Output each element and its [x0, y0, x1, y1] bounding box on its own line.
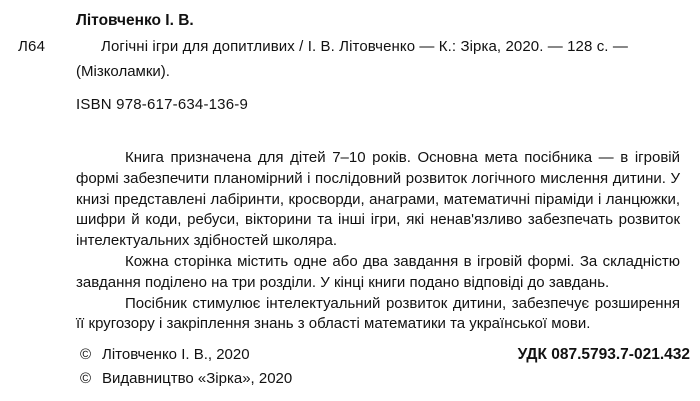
copyright-author [80, 346, 250, 363]
annotation-paragraph: Посібник стимулює інтелектуальний розвиток дитини, забезпечує розширення її кругозору і закріплення знань з області математики та української мови. [76, 294, 680, 333]
series-name: (Мізколамки). [76, 63, 170, 80]
annotation-text [76, 148, 680, 335]
udc-code: УДК 087.5793.7-021.432 [517, 346, 690, 363]
author-heading: Літовченко І. В. [76, 12, 194, 29]
copyright-text: Видавництво «Зірка», 2020 [102, 370, 293, 387]
classification-code: Л64 [18, 38, 46, 55]
copyright-symbol: © [80, 370, 92, 387]
bibliographic-entry: Логічні ігри для допитливих / І. В. Літовченко — К.: Зірка, 2020. — 128 с. — [101, 38, 628, 55]
annotation-paragraph: Книга призначена для дітей 7–10 років. Основна мета посібника — в ігровій формі забезпечити планомірний і послідовний розвиток логічного мислення дитини. У книзі представлені лабіринти, кросворди, анаграми, математичні піраміди і ланцюжки, шифри й коди, ребуси, вікторини та інші ігри, які ненав'язливо забезпечать розвиток інтелектуальних здібностей школяра. [76, 149, 680, 250]
annotation-paragraph: Кожна сторінка містить одне або два завдання в ігровій формі. За складністю завдання поділено на три розділи. У кінці книги подано відповіді до завдань. [76, 252, 680, 291]
copyright-symbol: © [80, 346, 92, 363]
copyright-text: Літовченко І. В., 2020 [102, 346, 250, 363]
isbn-number: ISBN 978-617-634-136-9 [76, 96, 249, 113]
copyright-publisher [80, 370, 292, 387]
